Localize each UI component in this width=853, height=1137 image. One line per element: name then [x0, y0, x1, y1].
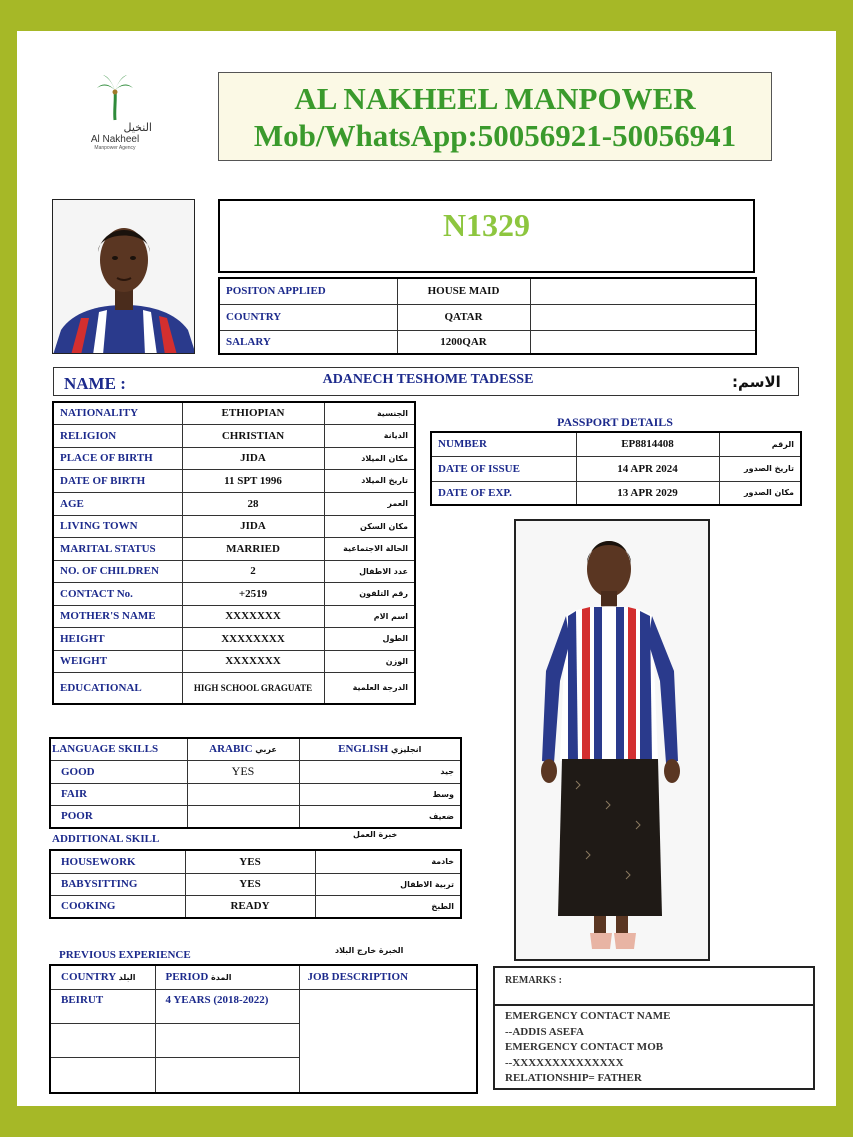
arabic-column-label: ARABIC	[209, 743, 253, 756]
passport-title: PASSPORT DETAILS	[557, 415, 673, 429]
date-of-birth-value: 11 SPT 1996	[182, 469, 324, 492]
nationality-value: ETHIOPIAN	[182, 402, 324, 424]
arabic-column-header	[187, 738, 299, 760]
position-table	[218, 277, 757, 355]
country-column-label: COUNTRY	[61, 971, 116, 984]
contact-label: CONTACT No.	[53, 582, 182, 605]
poor-arabic-value	[187, 805, 299, 828]
fair-arabic-value	[187, 783, 299, 805]
portrait-photo	[52, 199, 195, 354]
marital-status-label: MARITAL STATUS	[53, 537, 182, 560]
height-value: XXXXXXXX	[182, 627, 324, 650]
language-skills-label: LANGUAGE SKILLS	[50, 738, 187, 760]
country-label: COUNTRY	[219, 304, 397, 330]
table-row	[53, 537, 415, 560]
logo-name: Al Nakheel	[90, 134, 140, 145]
poor-arabic-text: ضعيف	[299, 805, 461, 828]
full-body-photo	[514, 519, 710, 961]
issue-date-label: DATE OF ISSUE	[431, 456, 576, 481]
additional-skill-title: ADDITIONAL SKILL	[52, 833, 160, 845]
passport-number-arabic: الرقم	[719, 432, 801, 456]
children-value: 2	[182, 560, 324, 582]
table-row	[219, 304, 756, 330]
table-row	[50, 850, 461, 873]
fair-arabic-text: وسط	[299, 783, 461, 805]
education-label: EDUCATIONAL	[53, 672, 182, 704]
table-row	[53, 402, 415, 424]
babysitting-arabic: تربية الاطفال	[315, 873, 461, 895]
passport-number-value: EP8814408	[576, 432, 719, 456]
table-row	[53, 672, 415, 704]
table-row	[50, 805, 461, 828]
place-of-birth-label: PLACE OF BIRTH	[53, 447, 182, 469]
emergency-name-value: --ADDIS ASEFA	[505, 1025, 584, 1038]
position-label: POSITON APPLIED	[219, 278, 397, 304]
nationality-arabic: الجنسية	[324, 402, 415, 424]
education-arabic: الدرجة العلمية	[324, 672, 415, 704]
period-column-header	[155, 965, 299, 989]
issue-date-arabic: تاريخ الصدور	[719, 456, 801, 481]
country-column-arabic: البلد	[118, 973, 136, 983]
weight-label: WEIGHT	[53, 650, 182, 672]
cooking-value: READY	[185, 895, 315, 918]
table-row	[219, 278, 756, 304]
place-of-birth-value: JIDA	[182, 447, 324, 469]
religion-value: CHRISTIAN	[182, 424, 324, 447]
weight-value: XXXXXXX	[182, 650, 324, 672]
table-row	[50, 783, 461, 805]
living-town-label: LIVING TOWN	[53, 515, 182, 537]
babysitting-label: BABYSITTING	[50, 873, 185, 895]
experience-period: 4 YEARS (2018-2022)	[155, 989, 299, 1023]
cooking-label: COOKING	[50, 895, 185, 918]
country-value: QATAR	[397, 304, 530, 330]
table-row	[50, 989, 477, 1023]
experience-title-arabic: الخبرة خارج البلاد	[335, 946, 404, 955]
table-row	[431, 432, 801, 456]
logo-arabic: النخيل	[123, 121, 152, 134]
housework-value: YES	[185, 850, 315, 873]
age-arabic: العمر	[324, 492, 415, 515]
children-arabic: عدد الاطفال	[324, 560, 415, 582]
additional-skills-table	[49, 849, 462, 919]
logo-subtitle: Manpower Agency	[94, 145, 136, 151]
cooking-arabic: الطبخ	[315, 895, 461, 918]
living-town-value: JIDA	[182, 515, 324, 537]
language-skills-table	[49, 737, 462, 829]
position-value: HOUSE MAID	[397, 278, 530, 304]
agency-header	[218, 72, 772, 161]
passport-number-label: NUMBER	[431, 432, 576, 456]
religion-arabic: الديانة	[324, 424, 415, 447]
period-column-label: PERIOD	[165, 971, 209, 984]
table-row	[53, 627, 415, 650]
remarks-box	[493, 966, 815, 1006]
agency-logo	[78, 72, 152, 162]
table-row	[431, 456, 801, 481]
place-of-birth-arabic: مكان الميلاد	[324, 447, 415, 469]
table-row	[53, 447, 415, 469]
table-row	[53, 560, 415, 582]
table-row	[50, 738, 461, 760]
table-row	[53, 492, 415, 515]
table-row	[53, 469, 415, 492]
mother-name-label: MOTHER'S NAME	[53, 605, 182, 627]
job-description-header: JOB DESCRIPTION	[299, 965, 477, 989]
emergency-mob-label: EMERGENCY CONTACT MOB	[505, 1041, 664, 1053]
housework-label: HOUSEWORK	[50, 850, 185, 873]
experience-country: BEIRUT	[50, 989, 155, 1023]
reference-number: N1329	[218, 199, 755, 273]
table-row	[50, 873, 461, 895]
date-of-birth-label: DATE OF BIRTH	[53, 469, 182, 492]
country-column-header	[50, 965, 155, 989]
poor-label: POOR	[50, 805, 187, 828]
table-row	[219, 330, 756, 354]
job-description-cell	[299, 989, 477, 1093]
age-value: 28	[182, 492, 324, 515]
living-town-arabic: مكان السكن	[324, 515, 415, 537]
education-value: HIGH SCHOOL GRAGUATE	[182, 672, 324, 704]
relationship: RELATIONSHIP= FATHER	[505, 1072, 642, 1084]
table-row	[50, 895, 461, 918]
experience-title: PREVIOUS EXPERIENCE	[59, 949, 191, 961]
babysitting-value: YES	[185, 873, 315, 895]
experience-table	[49, 964, 478, 1094]
height-label: HEIGHT	[53, 627, 182, 650]
contact-value: +2519	[182, 582, 324, 605]
fair-label: FAIR	[50, 783, 187, 805]
english-column-header	[299, 738, 461, 760]
table-row	[53, 515, 415, 537]
nationality-label: NATIONALITY	[53, 402, 182, 424]
additional-skill-title-arabic: خبرة العمل	[353, 830, 398, 839]
height-arabic: الطول	[324, 627, 415, 650]
housework-arabic: خادمة	[315, 850, 461, 873]
english-column-label: ENGLISH	[338, 743, 389, 756]
candidate-name: ADANECH TESHOME TADESSE	[322, 372, 534, 387]
table-row	[50, 965, 477, 989]
expiry-date-value: 13 APR 2029	[576, 481, 719, 505]
table-row	[53, 650, 415, 672]
expiry-date-label: DATE OF EXP.	[431, 481, 576, 505]
weight-arabic: الوزن	[324, 650, 415, 672]
table-row	[53, 605, 415, 627]
table-row	[53, 424, 415, 447]
english-column-arabic: انجليزي	[391, 745, 422, 755]
mother-name-arabic: اسم الام	[324, 605, 415, 627]
palm-tree-icon	[95, 72, 135, 122]
salary-label: SALARY	[219, 330, 397, 354]
issue-date-value: 14 APR 2024	[576, 456, 719, 481]
arabic-column-arabic: عربي	[255, 745, 277, 755]
good-arabic-value: YES	[187, 760, 299, 783]
good-arabic-text: جيد	[299, 760, 461, 783]
marital-status-arabic: الحالة الاجتماعية	[324, 537, 415, 560]
remarks-label: REMARKS :	[505, 975, 562, 986]
agency-contact: Mob/WhatsApp:50056921-50056941	[253, 118, 737, 153]
good-label: GOOD	[50, 760, 187, 783]
mother-name-value: XXXXXXX	[182, 605, 324, 627]
age-label: AGE	[53, 492, 182, 515]
children-label: NO. OF CHILDREN	[53, 560, 182, 582]
religion-label: RELIGION	[53, 424, 182, 447]
salary-value: 1200QAR	[397, 330, 530, 354]
period-column-arabic: المدة	[211, 973, 232, 983]
contact-arabic: رقم التلفون	[324, 582, 415, 605]
marital-status-value: MARRIED	[182, 537, 324, 560]
date-of-birth-arabic: تاريخ الميلاد	[324, 469, 415, 492]
expiry-date-arabic: مكان الصدور	[719, 481, 801, 505]
table-row	[53, 582, 415, 605]
emergency-name-label: EMERGENCY CONTACT NAME	[505, 1010, 671, 1022]
agency-title: AL NAKHEEL MANPOWER	[294, 81, 696, 116]
emergency-contact-box	[493, 1004, 815, 1090]
emergency-mob-value: --XXXXXXXXXXXXXX	[505, 1056, 624, 1069]
name-label: NAME :	[64, 374, 126, 393]
passport-table	[430, 431, 802, 506]
name-label-arabic: الاسم:	[732, 373, 781, 391]
table-row	[431, 481, 801, 505]
table-row	[50, 760, 461, 783]
personal-details-table	[52, 401, 416, 705]
